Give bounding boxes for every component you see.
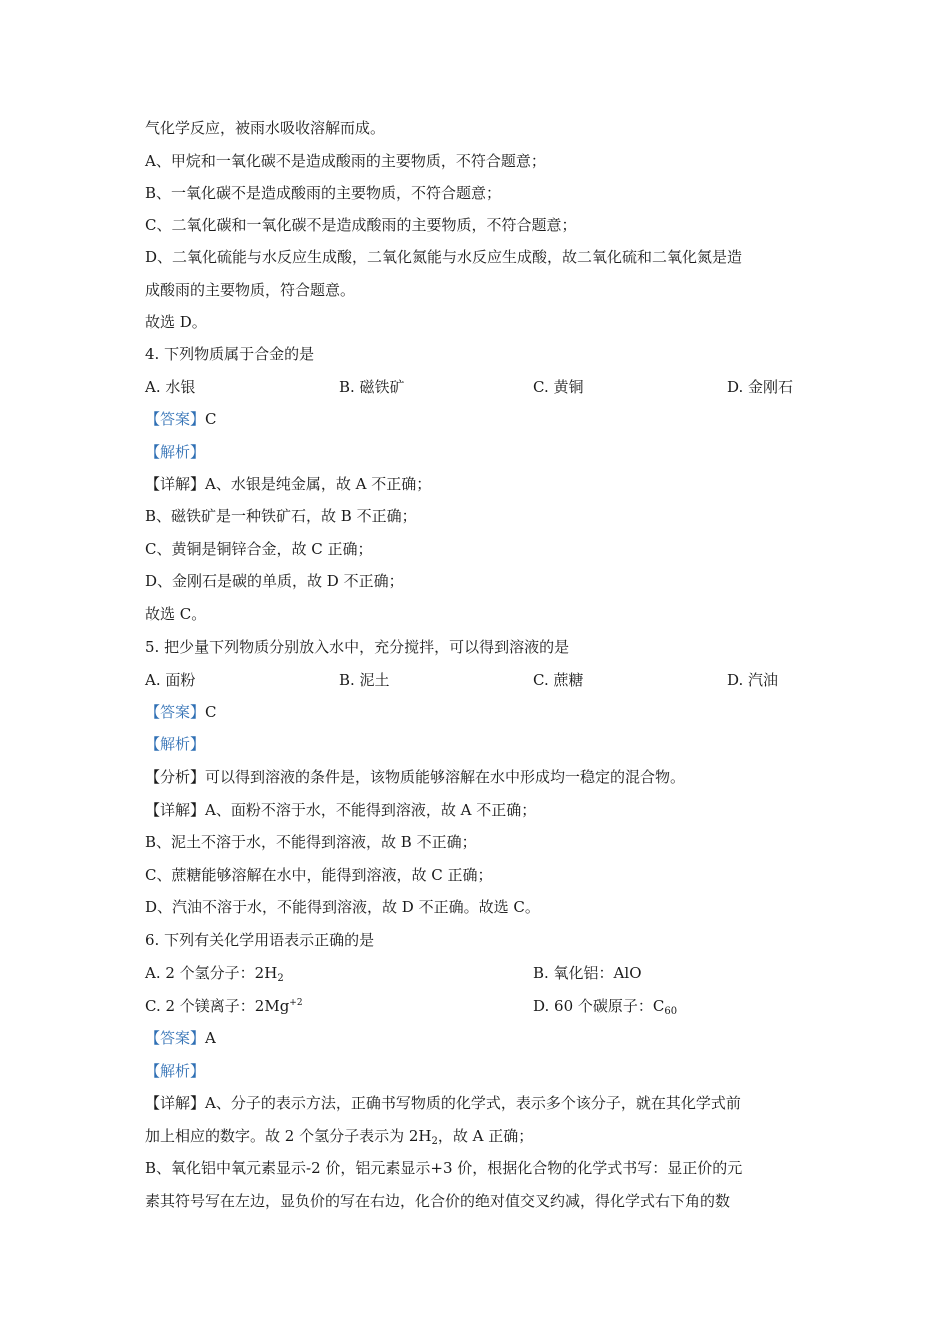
question-4-stem: 4. 下列物质属于合金的是	[145, 345, 315, 363]
q6-option-a	[145, 962, 284, 984]
option-text: A. 2 个氢分子：2H	[145, 964, 278, 982]
q5-answer	[145, 701, 217, 723]
detail-text: A、面粉不溶于水，不能得到溶液，故 A 不正确；	[205, 801, 537, 819]
q5-option-a: A. 面粉	[145, 671, 196, 689]
answer-tag: 【答案】	[145, 703, 206, 721]
q4-option-a: A. 水银	[145, 378, 196, 396]
question-6-stem: 6. 下列有关化学用语表示正确的是	[145, 931, 375, 949]
detail-tag: 【详解】	[145, 801, 206, 819]
q5-detail-b: B、泥土不溶于水，不能得到溶液，故 B 不正确；	[145, 833, 477, 851]
q6-detail-a1	[145, 1092, 741, 1114]
q6-answer	[145, 1027, 216, 1049]
detail-tag: 【详解】	[145, 475, 206, 493]
q4-answer	[145, 408, 217, 430]
q6-detail-a2	[145, 1125, 533, 1147]
question-5-stem: 5. 把少量下列物质分别放入水中，充分搅拌，可以得到溶液的是	[145, 638, 570, 656]
text-line: 故选 D。	[145, 313, 207, 331]
answer-value: A	[205, 1029, 216, 1047]
q5-detail-c: C、蔗糖能够溶解在水中，能得到溶液，故 C 正确；	[145, 866, 493, 884]
q6-option-d	[533, 995, 677, 1017]
q4-detail-b: B、磁铁矿是一种铁矿石，故 B 不正确；	[145, 507, 417, 525]
answer-tag: 【答案】	[145, 1029, 206, 1047]
text-line: D、二氧化硫能与水反应生成酸，二氧化氮能与水反应生成酸，故二氧化硫和二氧化氮是造	[145, 248, 743, 266]
analyze-tag: 【分析】	[145, 768, 206, 786]
answer-value: C	[205, 703, 217, 721]
q4-detail-d: D、金刚石是碳的单质，故 D 不正确；	[145, 572, 404, 590]
detail-text: ，故 A 正确；	[437, 1127, 534, 1145]
q6-option-b: B. 氧化铝：AlO	[533, 964, 642, 982]
q5-detail-d: D、汽油不溶于水，不能得到溶液，故 D 不正确。故选 C。	[145, 898, 540, 916]
detail-text: 加上相应的数字。故 2 个氢分子表示为 2H	[145, 1127, 432, 1145]
q4-detail-c: C、黄铜是铜锌合金，故 C 正确；	[145, 540, 373, 558]
detail-text: A、水银是纯金属，故 A 不正确；	[205, 475, 432, 493]
analysis-tag: 【解析】	[145, 443, 206, 461]
q5-detail-a	[145, 799, 536, 821]
text-line: A、甲烷和一氧化碳不是造成酸雨的主要物质，不符合题意；	[145, 152, 546, 170]
q4-conclusion: 故选 C。	[145, 605, 207, 623]
q6-option-c	[145, 995, 303, 1017]
option-text: D. 60 个碳原子：C	[533, 997, 665, 1015]
analysis-tag: 【解析】	[145, 1062, 206, 1080]
q5-option-d: D. 汽油	[727, 671, 779, 689]
text-line: 成酸雨的主要物质，符合题意。	[145, 281, 356, 299]
text-line: C、二氧化碳和一氧化碳不是造成酸雨的主要物质，不符合题意；	[145, 216, 577, 234]
q6-analysis-heading	[145, 1060, 205, 1082]
subscript: 60	[664, 1006, 678, 1017]
q5-option-b: B. 泥土	[339, 671, 390, 689]
answer-value: C	[205, 410, 217, 428]
q5-analyze	[145, 766, 685, 788]
subscript: 2	[277, 973, 284, 984]
q6-detail-b1: B、氧化铝中氧元素显示-2 价，铝元素显示+3 价，根据化合物的化学式书写：显正价的元	[145, 1159, 743, 1177]
text-line: B、一氧化碳不是造成酸雨的主要物质，不符合题意；	[145, 184, 502, 202]
q6-detail-b2: 素其符号写在左边，显负价的写在右边，化合价的绝对值交叉约减，得化学式右下角的数	[145, 1192, 731, 1210]
q5-option-c: C. 蔗糖	[533, 671, 584, 689]
analysis-tag: 【解析】	[145, 735, 206, 753]
q4-option-d: D. 金刚石	[727, 378, 794, 396]
detail-tag: 【详解】	[145, 1094, 206, 1112]
q4-option-c: C. 黄铜	[533, 378, 584, 396]
option-text: C. 2 个镁离子：2Mg	[145, 997, 290, 1015]
q5-analysis-heading	[145, 733, 205, 755]
q4-detail-a	[145, 473, 431, 495]
superscript: +2	[289, 998, 303, 1008]
subscript: 2	[431, 1136, 438, 1147]
text-line: 气化学反应，被雨水吸收溶解而成。	[145, 119, 386, 137]
analyze-text: 可以得到溶液的条件是，该物质能够溶解在水中形成均一稳定的混合物。	[205, 768, 686, 786]
q4-analysis-heading	[145, 441, 205, 463]
answer-tag: 【答案】	[145, 410, 206, 428]
q4-option-b: B. 磁铁矿	[339, 378, 405, 396]
detail-text: A、分子的表示方法，正确书写物质的化学式，表示多个该分子，就在其化学式前	[205, 1094, 741, 1112]
